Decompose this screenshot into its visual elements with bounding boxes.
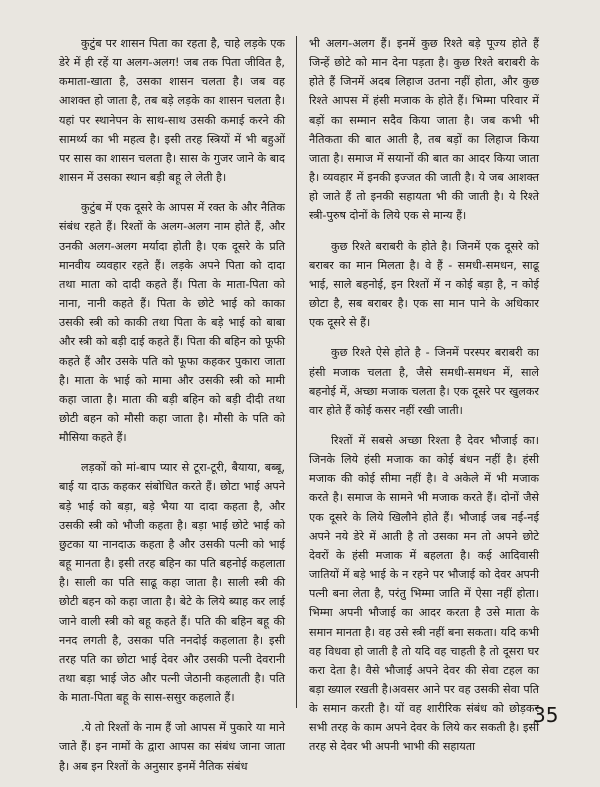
paragraph: रिश्तों में सबसे अच्छा रिश्ता है देवर भौजाई का। जिनके लिये हंसी मजाक का कोई बंधन नहीं है। हंसी मजाक की कोई सीमा नहीं है। वे अकेले में भी मजाक करते है। समाज के सामने भी मजाक करते हैं। दोनों जैसे एक दूसरे के लिये खिलौने होते हैं। भौजाई जब नई-नई अपने नये डेरे में आती है तो उसका मन तो अपने छोटे देवरों के हंसी मजाक में बहलता है। कई आदिवासी जातियों में बड़े भाई के न रहने पर भौजाई को देवर अपनी पत्नी बना लेता है, परंतु भिम्मा जाति में ऐसा नहीं होता। भिम्मा अपनी भौजाई का आदर करता है उसे माता के समान मानता है। वह उसे स्त्री नहीं बना सकता। यदि कभी वह विधवा हो जाती है तो यदि वह चाहती है तो दूसरा घर करा देता है। वैसे भौजाई अपने देवर की सेवा टहल का बड़ा ख्याल रखती है।अवसर आने पर वह उसकी सेवा पति के समान करती है। यों वह शारीरिक संबंध को छोड़कर सभी तरह के काम अपने देवर के लिये कर सकती है। इसी तरह से देवर भी अपनी भाभी की सहायता [309, 433, 539, 754]
page-number: 35 [533, 703, 559, 727]
right-text-column [309, 34, 539, 768]
paragraph: कुछ रिश्ते ऐसे होते है - जिनमें परस्पर बराबरी का हंसी मजाक चलता है, जैसे समधी-समधन में, साले बहनोई में, अच्छा मजाक चलता है। एक दूसरे पर खुलकर वार होते हैं कोई कसर नहीं रखी जाती। [309, 346, 539, 417]
paragraph: लड़कों को मां-बाप प्यार से टूरा-टूरी, बैयाया, बब्बू, बाई या दाऊ कहकर संबोधित करते हैं। छोटा भाई अपने बड़े भाई को बड़ा, बड़े भैया या दादा कहता है, और उसकी स्त्री को भौजी कहता है। बड़ा भाई छोटे भाई को छुटका या नानदाऊ कहता है और उसकी पत्नी को भाई बहू मानता है। इसी तरह बहिन का पति बहनोई कहलाता है। साली का पति साढू कहा जाता है। साली स्त्री की छोटी बहन को कहा जाता है। बेटे के लिये ब्याह कर लाई जाने वाली स्त्री को बहू कहते हैं। पति की बहिन बहू की ननद लगती है, उसका पति ननदोई कहलाता है। इसी तरह पति का छोटा भाई देवर और उसकी पत्नी देवरानी तथा बड़ा भाई जेठ और पत्नी जेठानी कहलाती है। पति के माता-पिता बहू के सास-ससुर कहलाते हैं। [59, 461, 285, 705]
column-divider [296, 36, 297, 708]
left-text-column [59, 34, 285, 787]
paragraph: .ये तो रिश्तों के नाम हैं जो आपस में पुकारे या माने जाते हैं। इन नामों के द्वारा आपस का संबंध जाना जाता है। अब इन रिश्तों के अनुसार इनमें नैतिक संबंध [59, 721, 285, 773]
paragraph: कुटुंब में एक दूसरे के आपस में रक्त के और नैतिक संबंध रहते हैं। रिश्तों के अलग-अलग नाम होते हैं, और उनकी अलग-अलग मर्यादा होती है। एक दूसरे के प्रति मानवीय व्यवहार रहते हैं। लड़के अपने पिता को दादा तथा माता को दादी कहते हैं। पिता के माता-पिता को नाना, नानी कहते हैं। पिता के छोटे भाई को काका उसकी स्त्री को काकी तथा पिता के बड़े भाई को बाबा और स्त्री को बड़ी दाई कहते हैं। पिता की बहिन को फूफी कहते हैं और उसके पति को फूफा कहकर पुकारा जाता है। माता के भाई को मामा और उसकी स्त्री को मामी कहा जाता है। माता की बड़ी बहिन को बड़ी दीदी तथा छोटी बहन को मौसी कहा जाता है। मौसी के पति को मौसिया कहते हैं। [59, 201, 285, 445]
paragraph: कुछ रिश्ते बराबरी के होते है। जिनमें एक दूसरे को बराबर का मान मिलता है। वे हैं - समधी-समधन, साढू भाई, साले बहनोई, इन रिश्तों में न कोई बड़ा है, न कोई छोटा है, सब बराबर है। एक सा मान पाने के अधिकार एक दूसरे से हैं। [309, 239, 539, 330]
paragraph: कुटुंब पर शासन पिता का रहता है, चाहे लड़के एक डेरे में ही रहें या अलग-अलग! जब तक पिता जीवित है, कमाता-खाता है, उसका शासन चलता है। जब वह आशक्त हो जाता है, तब बड़े लड़के का शासन चलता है। यहां पर स्थानेपन के साथ-साथ उसकी कमाई करने की सामर्थ्य का भी महत्व है। इसी तरह स्त्रियों में भी बहुओं पर सास का शासन चलता है। सास के गुजर जाने के बाद शासन में उसका स्थान बड़ी बहू ले लेती है। [59, 37, 285, 185]
paragraph: भी अलग-अलग हैं। इनमें कुछ रिश्ते बड़े पूज्य होते हैं जिन्हें छोटे को मान देना पड़ता है। कुछ रिश्ते बराबरी के होते हैं जिनमें अदब लिहाज उतना नहीं होता, और कुछ रिश्ते आपस में हंसी मजाक के होते हैं। भिम्मा परिवार में बड़ों का सम्मान सदैव किया जाता है। जब कभी भी नैतिकता की बात आती है, तब बड़ों का लिहाज किया जाता है। समाज में सयानों की बात का आदर किया जाता है। व्यवहार में इनकी इज्जत की जाती है। ये जब आशक्त हो जाते हैं तो इनकी सहायता भी की जाती है। ये रिश्ते स्त्री-पुरुष दोनों के लिये एक से मान्य हैं। [309, 37, 539, 223]
